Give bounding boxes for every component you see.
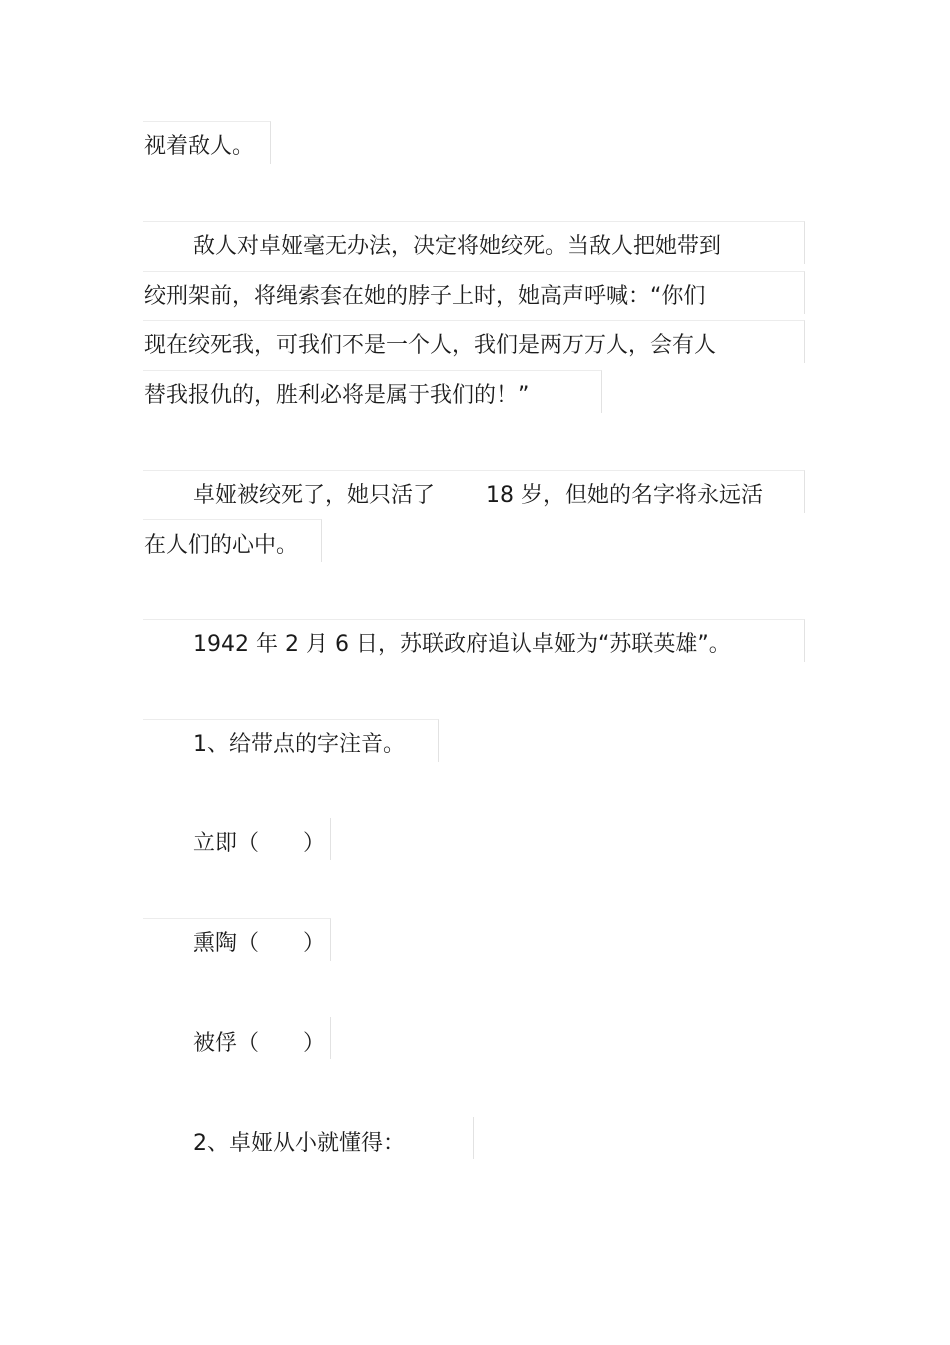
pinyin-item: 熏陶（ ） <box>193 931 326 956</box>
pinyin-item: 被俘（ ） <box>193 1031 326 1056</box>
paragraph-line: 在人们的心中。 <box>144 533 299 558</box>
paragraph-line: 1942 年 2 月 6 日，苏联政府追认卓娅为“苏联英雄”。 <box>193 632 731 657</box>
paragraph-line: 绞刑架前，将绳索套在她的脖子上时，她高声呼喊：“你们 <box>144 284 706 309</box>
paragraph-line: 现在绞死我，可我们不是一个人，我们是两万万人，会有人 <box>144 333 717 358</box>
paragraph-line: 敌人对卓娅毫无办法，决定将她绞死。当敌人把她带到 <box>193 234 722 259</box>
paragraph-line: 视着敌人。 <box>144 134 255 159</box>
pinyin-item: 立即（ ） <box>193 831 326 856</box>
paragraph-line: 18 岁，但她的名字将永远活 <box>486 483 763 508</box>
question-heading: 2、卓娅从小就懂得： <box>193 1131 405 1156</box>
paragraph-line: 替我报仇的，胜利必将是属于我们的！” <box>144 383 530 408</box>
paragraph-line: 卓娅被绞死了，她只活了 <box>193 483 436 508</box>
question-heading: 1、给带点的字注音。 <box>193 732 405 757</box>
